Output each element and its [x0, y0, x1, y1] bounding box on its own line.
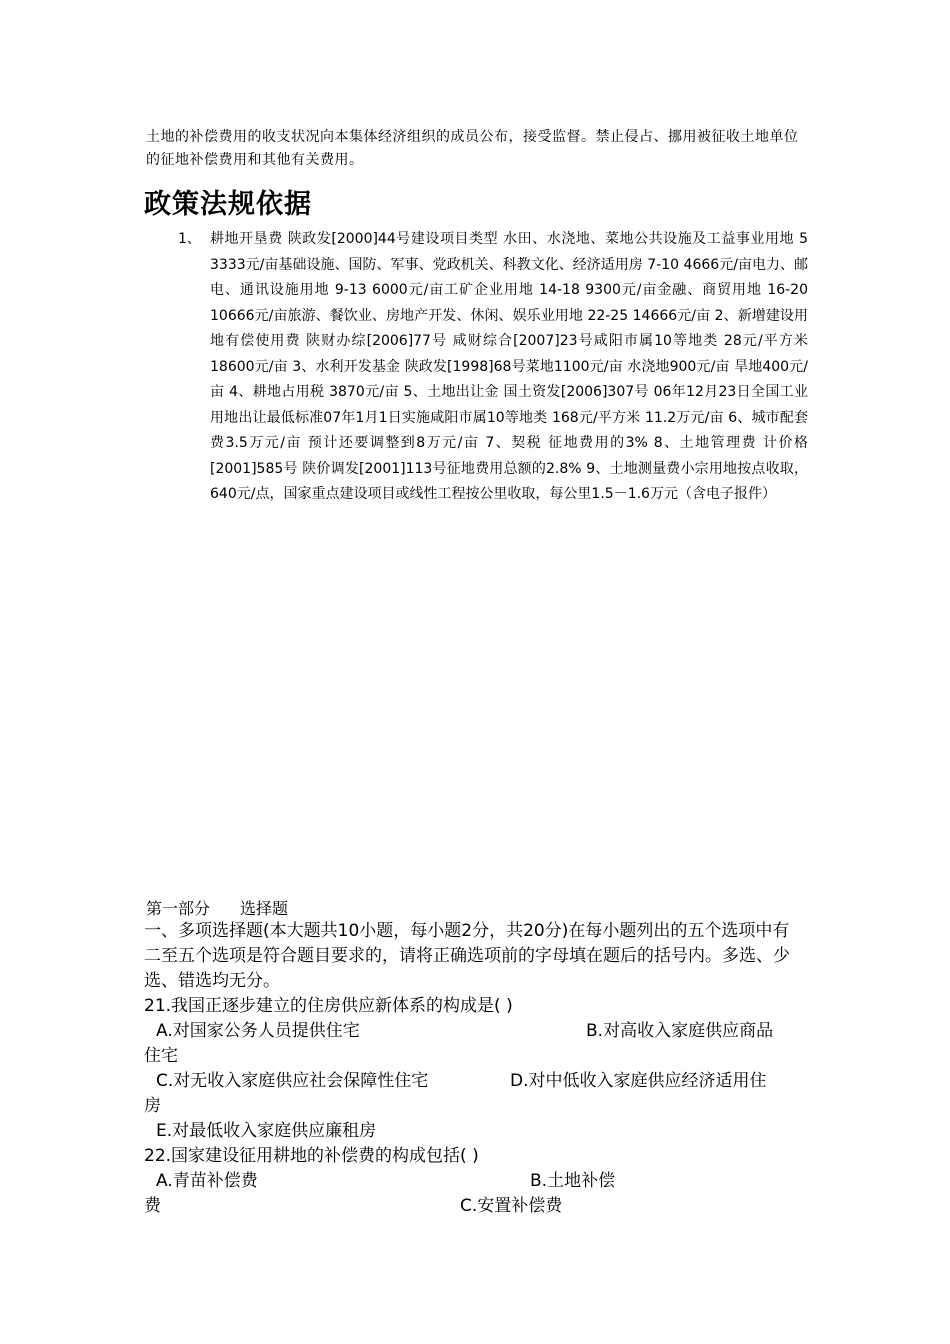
policy-text: 耕地开垦费 陕政发[2000]44号建设项目类型 水田、水浇地、菜地公共设施及工益事业用地 5 3333元/亩基础设施、国防、军事、党政机关、科教文化、经济适用房 7-10 4666元/亩电力、邮电、通讯设施用地 9-13 6000元/亩工矿企业用地 14-18 9300元/亩金融、商贸用地 16-20 10666元/亩旅游、餐饮业、房地产开发、休闲、娱乐业用地 22-25 14666元/亩 2、新增建设用地有偿使用费 陕财办综[2006]77号 咸财综合[2007]23号咸阳市属10等地类 28元/平方米 18600元/亩 3、水利开发基金 陕政发[1998]68号菜地1100元/亩 水浇地900元/亩 旱地400元/亩 4、耕地占用税 3870元/亩 5、土地出让金 国土资发[2006]307号 06年12月23日全国工业用地出让最低标准07年1月1日实施咸阳市属10等地类 168元/平方米 11.2万元/亩 6、城市配套费3.5万元/亩 预计还要调整到8万元/亩 7、契税 征地费用的3% 8、土地管理费 计价格[2001]585号 陕价调发[2001]113号征地费用总额的2.8% 9、土地测量费小宗用地按点收取，640元/点，国家重点建设项目或线性工程按公里收取，每公里1.5－1.6万元（含电子报件） — [210, 231, 808, 502]
question-21-option-a: A.对国家公务人员提供住宅 — [156, 1021, 360, 1041]
part-label: 第一部分 — [146, 899, 211, 918]
question-22-row-ab — [144, 1169, 806, 1194]
question-21-option-b-cont: 住宅 — [144, 1046, 178, 1066]
question-21-row-cd — [144, 1069, 806, 1094]
question-21-option-e: E.对最低收入家庭供应廉租房 — [156, 1121, 377, 1141]
part-subtitle: 选择题 — [240, 899, 289, 918]
policy-list-item — [178, 227, 808, 508]
question-21-stem: 21.我国正逐步建立的住房供应新体系的构成是( ) — [144, 996, 513, 1016]
question-22-option-c: C.安置补偿费 — [460, 1196, 563, 1216]
question-21-option-b: B.对高收入家庭供应商品 — [586, 1021, 774, 1041]
question-21-option-d-cont: 房 — [144, 1096, 161, 1116]
question-22-option-b: B.土地补偿 — [530, 1171, 616, 1191]
question-22-stem: 22.国家建设征用耕地的补偿费的构成包括( ) — [144, 1146, 479, 1166]
intro-paragraph: 土地的补偿费用的收支状况向本集体经济组织的成员公布，接受监督。禁止侵占、挪用被征收土地单位的征地补偿费用和其他有关费用。 — [146, 129, 799, 168]
question-21-row-e — [144, 1119, 806, 1144]
question-21-option-c: C.对无收入家庭供应社会保障性住宅 — [156, 1071, 429, 1091]
part-title — [146, 896, 288, 919]
policy-number: 1、 — [178, 231, 201, 247]
section-heading: 政策法规依据 — [144, 189, 312, 220]
quiz-section — [144, 919, 806, 1219]
question-21-row-ab — [144, 1019, 806, 1044]
quiz-instructions: 一、多项选择题(本大题共10小题，每小题2分，共20分)在每小题列出的五个选项中有二至五个选项是符合题目要求的，请将正确选项前的字母填在题后的括号内。多选、少选、错选均无分。 — [144, 921, 790, 991]
question-21-option-d: D.对中低收入家庭供应经济适用住 — [510, 1071, 767, 1091]
question-22-row-c — [144, 1194, 806, 1219]
question-22-option-b-cont: 费 — [144, 1196, 161, 1216]
question-22-option-a: A.青苗补偿费 — [156, 1171, 258, 1191]
